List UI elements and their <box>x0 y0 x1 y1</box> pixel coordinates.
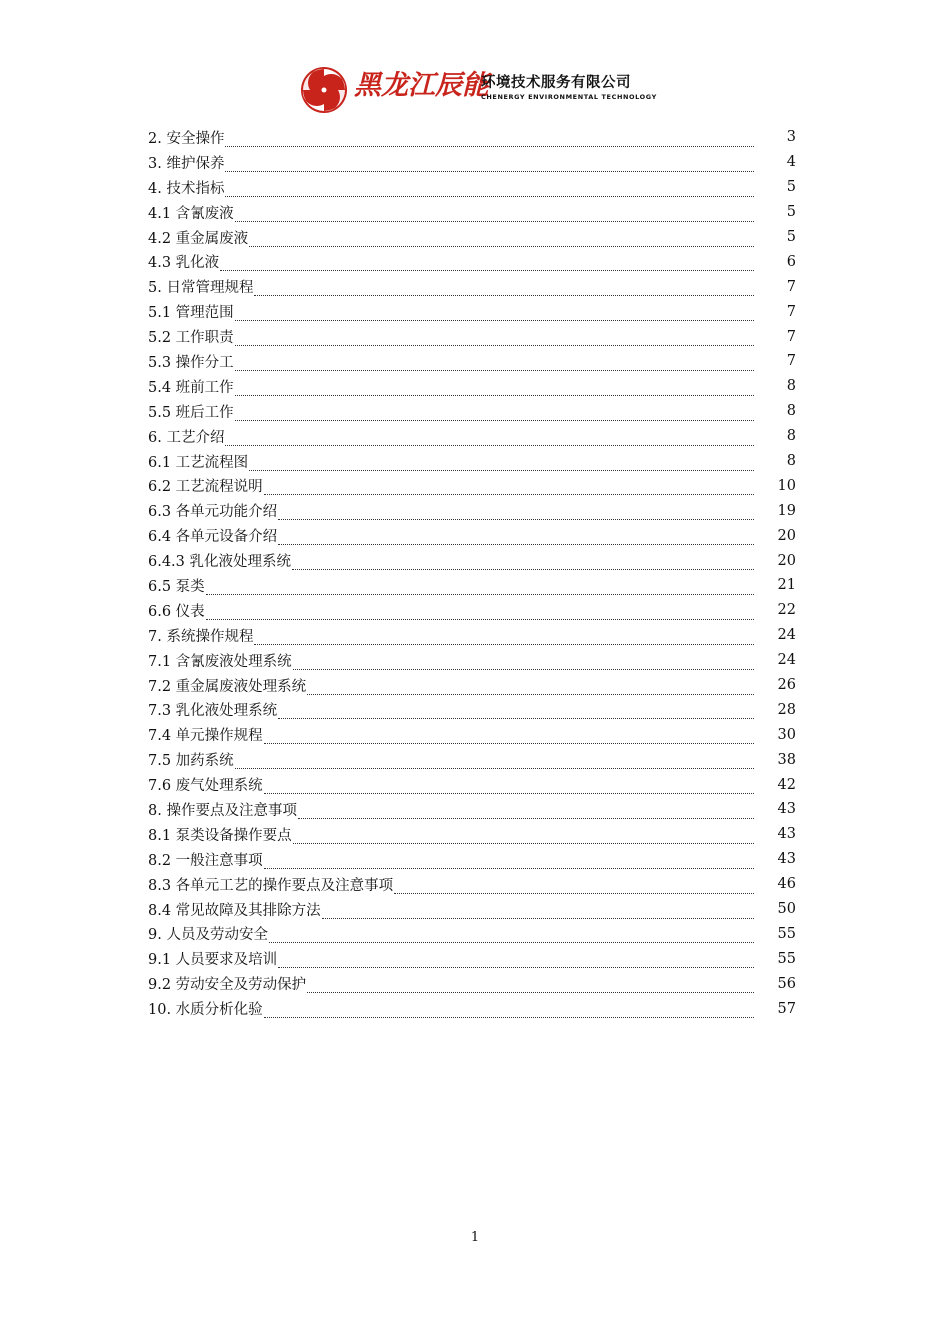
toc-entry[interactable] <box>148 399 808 424</box>
toc-entry-page: 10 <box>777 477 796 494</box>
toc-entry-page: 8 <box>786 453 796 470</box>
toc-entry[interactable] <box>148 872 808 897</box>
toc-entry-page: 5 <box>786 179 796 196</box>
toc-entry[interactable] <box>148 697 808 722</box>
toc-entry[interactable] <box>148 374 808 399</box>
company-name: 环境技术服务有限公司 <box>481 75 631 91</box>
toc-entry-page: 38 <box>777 751 796 768</box>
toc-entry[interactable] <box>148 324 808 349</box>
toc-dot-leader <box>278 505 754 520</box>
toc-entry-title: 5.4 班前工作 <box>148 379 234 396</box>
toc-dot-leader <box>235 207 754 222</box>
toc-entry-page: 55 <box>777 925 796 942</box>
toc-entry-page: 8 <box>786 403 796 420</box>
toc-dot-leader <box>292 555 754 570</box>
toc-entry-title: 5.3 操作分工 <box>148 354 234 371</box>
toc-entry-title: 7.3 乳化液处理系统 <box>148 703 278 720</box>
toc-entry-page: 5 <box>786 204 796 221</box>
toc-entry-title: 7.6 废气处理系统 <box>148 778 263 795</box>
toc-dot-leader <box>235 356 754 371</box>
toc-dot-leader <box>278 704 754 719</box>
toc-entry-page: 46 <box>777 876 796 893</box>
toc-dot-leader <box>264 779 754 794</box>
toc-entry[interactable] <box>148 498 808 523</box>
toc-entry[interactable] <box>148 897 808 922</box>
toc-entry-page: 3 <box>786 129 796 146</box>
toc-entry-page: 50 <box>777 901 796 918</box>
toc-entry-title: 6.3 各单元功能介绍 <box>148 504 278 521</box>
toc-dot-leader <box>269 928 754 943</box>
toc-dot-leader <box>225 182 754 197</box>
toc-dot-leader <box>235 381 754 396</box>
toc-entry-page: 43 <box>777 801 796 818</box>
toc-entry-title: 4.3 乳化液 <box>148 255 220 272</box>
toc-entry[interactable] <box>148 847 808 872</box>
toc-entry-title: 5.1 管理范围 <box>148 305 234 322</box>
toc-dot-leader <box>206 580 754 595</box>
toc-entry-page: 57 <box>777 1000 796 1017</box>
toc-dot-leader <box>307 978 754 993</box>
toc-dot-leader <box>254 281 754 296</box>
toc-entry-title: 6.4.3 乳化液处理系统 <box>148 554 292 571</box>
toc-dot-leader <box>278 953 754 968</box>
toc-entry-title: 7.5 加药系统 <box>148 753 234 770</box>
toc-dot-leader <box>235 331 754 346</box>
toc-dot-leader <box>293 655 754 670</box>
toc-entry-title: 9. 人员及劳动安全 <box>148 927 268 944</box>
toc-dot-leader <box>235 754 754 769</box>
toc-entry[interactable] <box>148 473 808 498</box>
toc-entry-title: 10. 水质分析化验 <box>148 1002 263 1019</box>
toc-entry[interactable] <box>148 249 808 274</box>
toc-entry-title: 8. 操作要点及注意事项 <box>148 802 297 819</box>
toc-entry[interactable] <box>148 125 808 150</box>
toc-entry-title: 6. 工艺介绍 <box>148 429 225 446</box>
toc-entry[interactable] <box>148 274 808 299</box>
toc-dot-leader <box>298 804 754 819</box>
table-of-contents <box>148 125 808 1021</box>
toc-dot-leader <box>264 480 754 495</box>
toc-entry-page: 30 <box>777 726 796 743</box>
toc-entry-page: 55 <box>777 950 796 967</box>
toc-entry[interactable] <box>148 349 808 374</box>
company-english-name: CHENERGY ENVIRONMENTAL TECHNOLOGY <box>481 93 657 101</box>
toc-entry[interactable] <box>148 200 808 225</box>
toc-entry-page: 8 <box>786 428 796 445</box>
toc-entry-title: 8.1 泵类设备操作要点 <box>148 827 292 844</box>
toc-entry-title: 6.6 仪表 <box>148 603 205 620</box>
toc-dot-leader <box>225 132 754 147</box>
toc-entry-title: 5. 日常管理规程 <box>148 280 254 297</box>
toc-entry[interactable] <box>148 648 808 673</box>
toc-entry-page: 42 <box>777 776 796 793</box>
toc-entry-title: 8.4 常见故障及其排除方法 <box>148 902 321 919</box>
toc-entry[interactable] <box>148 996 808 1021</box>
toc-entry[interactable] <box>148 424 808 449</box>
toc-entry-page: 19 <box>777 502 796 519</box>
toc-dot-leader <box>235 406 754 421</box>
toc-entry[interactable] <box>148 225 808 250</box>
toc-dot-leader <box>206 605 754 620</box>
toc-entry-title: 6.4 各单元设备介绍 <box>148 529 278 546</box>
toc-dot-leader <box>322 904 754 919</box>
toc-entry-page: 5 <box>786 229 796 245</box>
toc-entry-page: 22 <box>777 602 796 619</box>
toc-entry[interactable] <box>148 573 808 598</box>
toc-entry-title: 7.2 重金属废液处理系统 <box>148 678 307 695</box>
toc-dot-leader <box>278 530 754 545</box>
toc-entry-page: 7 <box>786 278 796 295</box>
toc-entry-title: 4.1 含氰废液 <box>148 205 234 222</box>
toc-entry[interactable] <box>148 673 808 698</box>
toc-entry-title: 6.2 工艺流程说明 <box>148 479 263 496</box>
toc-dot-leader <box>225 157 754 172</box>
toc-entry-page: 21 <box>777 577 796 594</box>
toc-entry[interactable] <box>148 299 808 324</box>
toc-entry-title: 9.1 人员要求及培训 <box>148 952 278 969</box>
toc-entry[interactable] <box>148 722 808 747</box>
toc-entry-title: 9.2 劳动安全及劳动保护 <box>148 977 307 994</box>
toc-entry-page: 4 <box>786 154 796 171</box>
toc-dot-leader <box>264 729 754 744</box>
toc-entry[interactable] <box>148 772 808 797</box>
toc-entry-title: 6.1 工艺流程图 <box>148 454 249 471</box>
toc-entry[interactable] <box>148 797 808 822</box>
toc-entry-page: 8 <box>786 378 796 395</box>
toc-entry-title: 4. 技术指标 <box>148 180 225 197</box>
toc-dot-leader <box>235 306 754 321</box>
toc-entry[interactable] <box>148 598 808 623</box>
company-logo-icon <box>298 65 350 115</box>
toc-entry-page: 28 <box>777 701 796 718</box>
toc-entry-title: 8.3 各单元工艺的操作要点及注意事项 <box>148 877 394 894</box>
toc-entry-title: 5.2 工作职责 <box>148 330 234 347</box>
toc-dot-leader <box>394 879 754 894</box>
toc-entry[interactable] <box>148 822 808 847</box>
toc-entry-page: 20 <box>777 527 796 544</box>
toc-entry[interactable] <box>148 747 808 772</box>
toc-entry[interactable] <box>148 548 808 573</box>
toc-entry-title: 7.1 含氰废液处理系统 <box>148 653 292 670</box>
toc-entry-page: 7 <box>786 303 796 320</box>
toc-entry-page: 6 <box>786 253 796 270</box>
company-header <box>298 63 658 115</box>
toc-entry-page: 7 <box>786 328 796 345</box>
page-number: 1 <box>470 1230 480 1245</box>
toc-entry-title: 7. 系统操作规程 <box>148 628 254 645</box>
toc-dot-leader <box>254 630 754 645</box>
toc-dot-leader <box>249 232 754 247</box>
toc-dot-leader <box>249 456 754 471</box>
toc-entry-page: 24 <box>777 652 796 669</box>
toc-entry-title: 3. 维护保养 <box>148 155 225 172</box>
toc-entry[interactable] <box>148 523 808 548</box>
toc-dot-leader <box>225 431 754 446</box>
toc-entry-page: 56 <box>777 975 796 992</box>
toc-entry[interactable] <box>148 922 808 947</box>
toc-dot-leader <box>264 1003 754 1018</box>
toc-entry-title: 5.5 班后工作 <box>148 404 234 421</box>
toc-entry-title: 2. 安全操作 <box>148 130 225 147</box>
toc-entry-title: 8.2 一般注意事项 <box>148 852 263 869</box>
toc-dot-leader <box>307 680 754 695</box>
toc-entry-page: 7 <box>786 353 796 370</box>
toc-entry-title: 7.4 单元操作规程 <box>148 728 263 745</box>
toc-entry[interactable] <box>148 175 808 200</box>
toc-entry-page: 43 <box>777 851 796 868</box>
toc-entry-page: 24 <box>777 627 796 644</box>
toc-dot-leader <box>293 829 754 844</box>
toc-entry[interactable] <box>148 971 808 996</box>
logo-chinese-name: 黑龙江辰能 <box>354 70 489 101</box>
toc-dot-leader <box>264 854 754 869</box>
toc-entry-title: 6.5 泵类 <box>148 578 205 595</box>
toc-entry[interactable] <box>148 150 808 175</box>
toc-entry[interactable] <box>148 946 808 971</box>
toc-dot-leader <box>220 256 754 271</box>
toc-entry-page: 20 <box>777 552 796 569</box>
toc-entry[interactable] <box>148 623 808 648</box>
toc-entry-title: 4.2 重金属废液 <box>148 230 249 247</box>
toc-entry-page: 26 <box>777 677 796 694</box>
toc-entry-page: 43 <box>777 826 796 843</box>
toc-entry[interactable] <box>148 449 808 474</box>
